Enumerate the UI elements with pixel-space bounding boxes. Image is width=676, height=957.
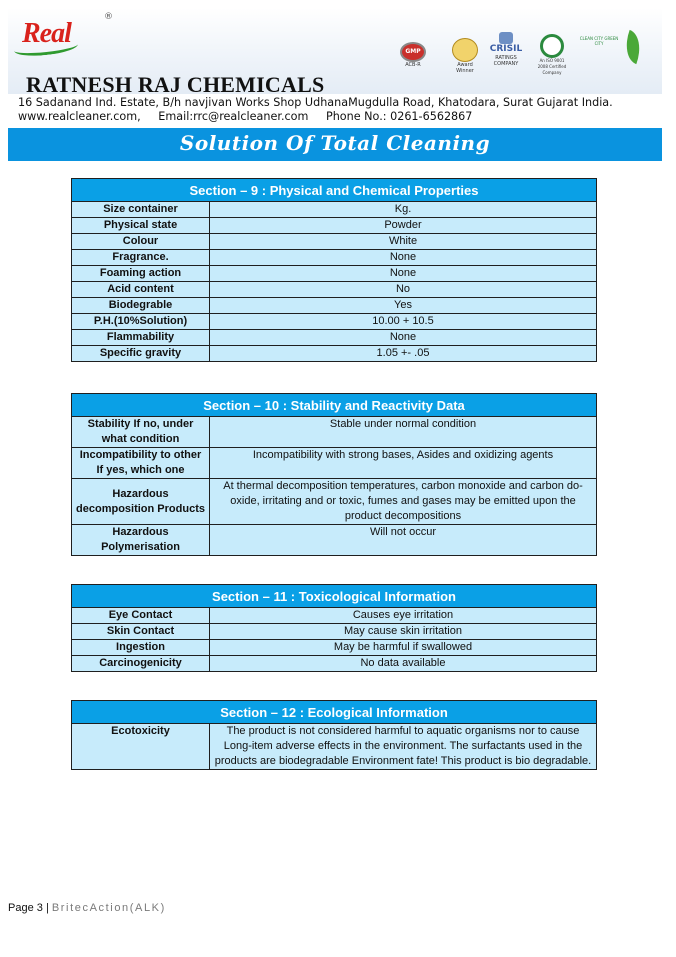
crisil-icon: CRISIL RATINGS COMPANY: [486, 32, 526, 67]
page-footer: [8, 902, 166, 914]
brand-logo: Real: [22, 18, 71, 49]
row-label: Skin Contact: [72, 624, 210, 640]
section-11-table: [71, 584, 597, 672]
row-value: Yes: [210, 298, 597, 314]
row-value: None: [210, 330, 597, 346]
row-label: Carcinogenicity: [72, 656, 210, 672]
row-value: 1.05 +- .05: [210, 346, 597, 362]
table-row: [72, 479, 597, 525]
row-value: Will not occur: [210, 525, 597, 556]
row-label: Foaming action: [72, 266, 210, 282]
row-label: Ecotoxicity: [72, 724, 210, 770]
row-label: Size container: [72, 202, 210, 218]
table-row: [72, 640, 597, 656]
row-value: May be harmful if swallowed: [210, 640, 597, 656]
row-label: Stability If no, under what condition: [72, 417, 210, 448]
table-row: [72, 624, 597, 640]
row-value: White: [210, 234, 597, 250]
table-row: [72, 234, 597, 250]
page-number: Page 3: [8, 902, 43, 914]
contact-line: [18, 110, 486, 123]
row-label: Specific gravity: [72, 346, 210, 362]
table-row: [72, 656, 597, 672]
table-row: [72, 282, 597, 298]
website-link[interactable]: www.realcleaner.com,: [18, 110, 141, 123]
award-winner-icon: Award Winner: [450, 38, 480, 74]
table-row: [72, 346, 597, 362]
tagline-banner: [8, 128, 662, 161]
email-link[interactable]: Email:rrc@realcleaner.com: [158, 110, 309, 123]
row-label: Incompatibility to other If yes, which one: [72, 448, 210, 479]
row-value: Stable under normal condition: [210, 417, 597, 448]
row-label: Acid content: [72, 282, 210, 298]
registered-mark: ®: [104, 12, 113, 22]
section-title: Section – 10 : Stability and Reactivity Data: [72, 394, 597, 417]
row-label: Colour: [72, 234, 210, 250]
green-leaf-icon: [620, 32, 646, 62]
letterhead: [8, 8, 662, 97]
row-value: May cause skin irritation: [210, 624, 597, 640]
row-label: Ingestion: [72, 640, 210, 656]
gmp-badge-icon: GMP ACB-R: [398, 42, 428, 68]
phone-number: Phone No.: 0261-6562867: [325, 110, 473, 123]
row-value: No: [210, 282, 597, 298]
company-name: RATNESH RAJ CHEMICALS: [26, 72, 325, 97]
row-value: None: [210, 250, 597, 266]
section-title: Section – 12 : Ecological Information: [72, 701, 597, 724]
table-row: [72, 608, 597, 624]
table-row: [72, 724, 597, 770]
tagline-text: Solution Of Total Cleaning: [179, 131, 491, 155]
table-row: [72, 314, 597, 330]
row-value: No data available: [210, 656, 597, 672]
table-row: [72, 417, 597, 448]
row-label: Biodegrable: [72, 298, 210, 314]
company-address: 16 Sadanand Ind. Estate, B/h navjivan Works Shop UdhanaMugdulla Road, Khatodara, Surat Gujarat India.: [18, 96, 613, 109]
document-title: BritecAction(ALK): [51, 902, 166, 914]
row-label: Hazardous decomposition Products: [72, 479, 210, 525]
table-row: [72, 266, 597, 282]
section-10-table: [71, 393, 597, 556]
row-label: Flammability: [72, 330, 210, 346]
table-row: [72, 202, 597, 218]
section-title: Section – 11 : Toxicological Information: [72, 585, 597, 608]
section-9-table: [71, 178, 597, 362]
row-value: 10.00 + 10.5: [210, 314, 597, 330]
table-row: [72, 330, 597, 346]
row-label: Eye Contact: [72, 608, 210, 624]
certification-badges: [398, 32, 658, 78]
row-value: None: [210, 266, 597, 282]
row-label: Physical state: [72, 218, 210, 234]
table-row: [72, 525, 597, 556]
row-value: Kg.: [210, 202, 597, 218]
row-value: Powder: [210, 218, 597, 234]
row-value: Causes eye irritation: [210, 608, 597, 624]
row-value: The product is not considered harmful to aquatic organisms nor to cause Long-item adverse effects in the environment. The surfactants used in the products are biodegradable Environment fate! This product is bio degradable.: [210, 724, 597, 770]
table-row: [72, 218, 597, 234]
row-label: Hazardous Polymerisation: [72, 525, 210, 556]
clean-city-icon: CLEAN CITY GREEN CITY: [579, 36, 619, 46]
row-value: At thermal decomposition temperatures, carbon monoxide and carbon do-oxide, irritating and or toxic, fumes and gases may be emitted upon the product decompositions: [210, 479, 597, 525]
table-row: [72, 298, 597, 314]
row-label: Fragrance.: [72, 250, 210, 266]
section-title: Section – 9 : Physical and Chemical Properties: [72, 179, 597, 202]
footer-separator: |: [45, 902, 49, 914]
row-label: P.H.(10%Solution): [72, 314, 210, 330]
table-row: [72, 448, 597, 479]
table-row: [72, 250, 597, 266]
row-value: Incompatibility with strong bases, Asides and oxidizing agents: [210, 448, 597, 479]
section-12-table: [71, 700, 597, 770]
iso-certified-icon: An ISO 9001 2008 Certified Company: [534, 34, 570, 76]
